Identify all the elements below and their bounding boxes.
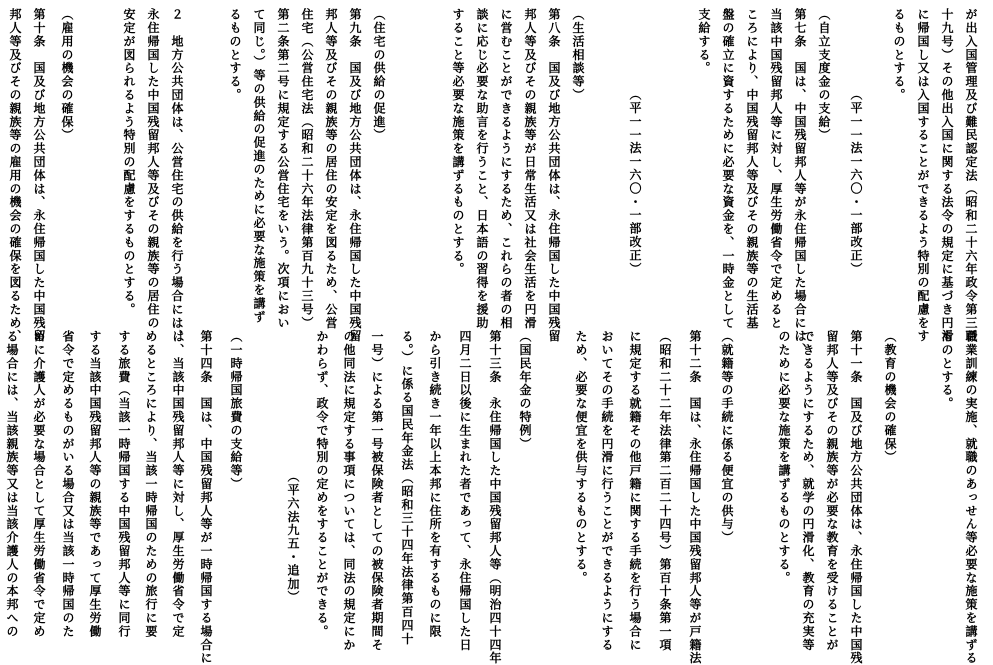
text-column: 第十三条 永住帰国した中国残留邦人等（明治四十四年 xyxy=(488,330,502,665)
text-column: ころにより、中国残留邦人等及びその親族等の生活基 xyxy=(745,8,759,330)
text-column: 邦人等及びその親族等の居住の安定を図るため、公営 xyxy=(324,8,338,330)
text-column: （一時帰国旅費の支給等） xyxy=(229,330,243,491)
text-column: 第十四条 国は、中国残留邦人等が一時帰国する場合に xyxy=(199,330,213,665)
text-column: （昭和二十二年法律第二百二十四号）第百十条第一項 xyxy=(658,330,672,652)
text-column: 安定が図られるよう特別の配慮をするものとする。 xyxy=(122,8,136,317)
text-column: 邦人等及びその親族等が日常生活又は社会生活を円滑 xyxy=(523,8,537,330)
text-column: て同じ。）等の供給の促進のために必要な施策を講ず xyxy=(252,8,266,324)
text-column: （平一一法一六〇・一部改正） xyxy=(849,88,863,276)
text-column: 支給する。 xyxy=(697,8,711,75)
text-column: 第二条第二号に規定する公営住宅をいう。次項におい xyxy=(276,8,290,330)
text-column: （就籍等の手続に係る便宜の供与） xyxy=(720,330,734,545)
text-column: 一号）による第一号被保険者としての被保険者期間そ xyxy=(370,330,384,652)
text-column: （平一一法一六〇・一部改正） xyxy=(628,88,642,276)
text-column: ため、必要な便宜を供与するものとする。 xyxy=(574,330,588,585)
text-column: 省令で定めるものがいる場合又は当該一時帰国のた xyxy=(61,330,75,639)
text-column: 第十一条 国及び地方公共団体は、永住帰国した中国残 xyxy=(849,330,863,665)
text-column: 第八条 国及び地方公共団体は、永住帰国した中国残留 xyxy=(547,8,561,343)
text-column: 職業訓練の実施、就職のあっせん等必要な施策を講ずる xyxy=(964,330,978,665)
text-column: できるようにするため、就学の円滑化、教育の充実等 xyxy=(801,330,815,652)
text-column: （住宅の供給の促進） xyxy=(372,8,386,142)
text-column: 邦人等及びその親族等の雇用の機会の確保を図るため、 xyxy=(8,8,22,343)
text-column: （国民年金の特例） xyxy=(518,330,532,451)
text-column: 当該中国残留邦人等に対し、厚生労働省令で定めると xyxy=(769,8,783,330)
text-column: から引き続き一年以上本邦に住所を有するものに限 xyxy=(428,330,442,639)
text-column: 第十二条 国は、永住帰国した中国残留邦人等が戸籍法 xyxy=(688,330,702,665)
text-column: のために必要な施策を講ずるものとする。 xyxy=(777,330,791,585)
text-column: すること等必要な施策を講ずるものとする。 xyxy=(451,8,465,276)
text-column: めに介護人が必要な場合として厚生労働省令で定め xyxy=(32,330,46,639)
text-column: るものとする。 xyxy=(228,8,242,102)
text-column: に規定する就籍その他戸籍に関する手続を行う場合に xyxy=(628,330,642,652)
text-column: る場合には、当該親族等又は当該介護人の本邦への xyxy=(5,330,19,639)
text-column: は、当該中国残留邦人等に対し、厚生労働省令で定 xyxy=(171,330,185,639)
text-column: 第九条 国及び地方公共団体は、永住帰国した中国残留 xyxy=(348,8,362,343)
text-column: おいてその手続を円滑に行うことができるようにする xyxy=(600,330,614,652)
text-column: 第七条 国は、中国残留邦人等が永住帰国した場合には、 xyxy=(793,8,807,357)
text-column: るものとする。 xyxy=(892,8,906,102)
text-column: 十九号）その他出入国に関する法令の規定に基づき円滑 xyxy=(940,8,954,343)
text-column: する当該中国残留邦人等の親族等であって厚生労働 xyxy=(88,330,102,639)
text-column: が出入国管理及び難民認定法（昭和二十六年政令第三百 xyxy=(964,8,978,343)
text-column: （教育の機会の確保） xyxy=(883,330,897,464)
text-column: に帰国し又は入国することができるよう特別の配慮をす xyxy=(916,8,930,343)
text-column: 談に応じ必要な助言を行うこと、日本語の習得を援助 xyxy=(475,8,489,330)
text-column: ものとする。 xyxy=(940,330,954,411)
text-column: かわらず、政令で特別の定めをすることができる。 xyxy=(315,330,329,639)
text-column: （雇用の機会の確保） xyxy=(60,8,74,142)
text-column: （生活相談等） xyxy=(571,8,585,102)
text-column: に営むことができるようにするため、これらの者の相 xyxy=(499,8,513,330)
text-column: めるところにより、当該一時帰国のための旅行に要 xyxy=(144,330,158,639)
text-column: する旅費（当該一時帰国する中国残留邦人等に同行 xyxy=(117,330,131,639)
text-column: 第十条 国及び地方公共団体は、永住帰国した中国残留 xyxy=(32,8,46,343)
text-column: 住宅（公営住宅法（昭和二十六年法律第百九十三号） xyxy=(300,8,314,330)
text-column: 四月二日以後に生まれた者であって、永住帰国した日 xyxy=(458,330,472,652)
text-column: 盤の確立に資するために必要な資金を、一時金として xyxy=(721,8,735,330)
text-column: 留邦人等及びその親族等が必要な教育を受けることが xyxy=(825,330,839,652)
text-column: ２ 地方公共団体は、公営住宅の供給を行う場合には、 xyxy=(170,8,184,343)
text-column: （平六法九五・追加） xyxy=(286,470,300,604)
text-column: 永住帰国した中国残留邦人等及びその親族等の居住の xyxy=(146,8,160,330)
text-column: る。）に係る国民年金法（昭和三十四年法律第百四十 xyxy=(400,330,414,646)
text-column: （自立支度金の支給） xyxy=(817,8,831,142)
text-column: の他同法に規定する事項については、同法の規定にか xyxy=(342,330,356,652)
